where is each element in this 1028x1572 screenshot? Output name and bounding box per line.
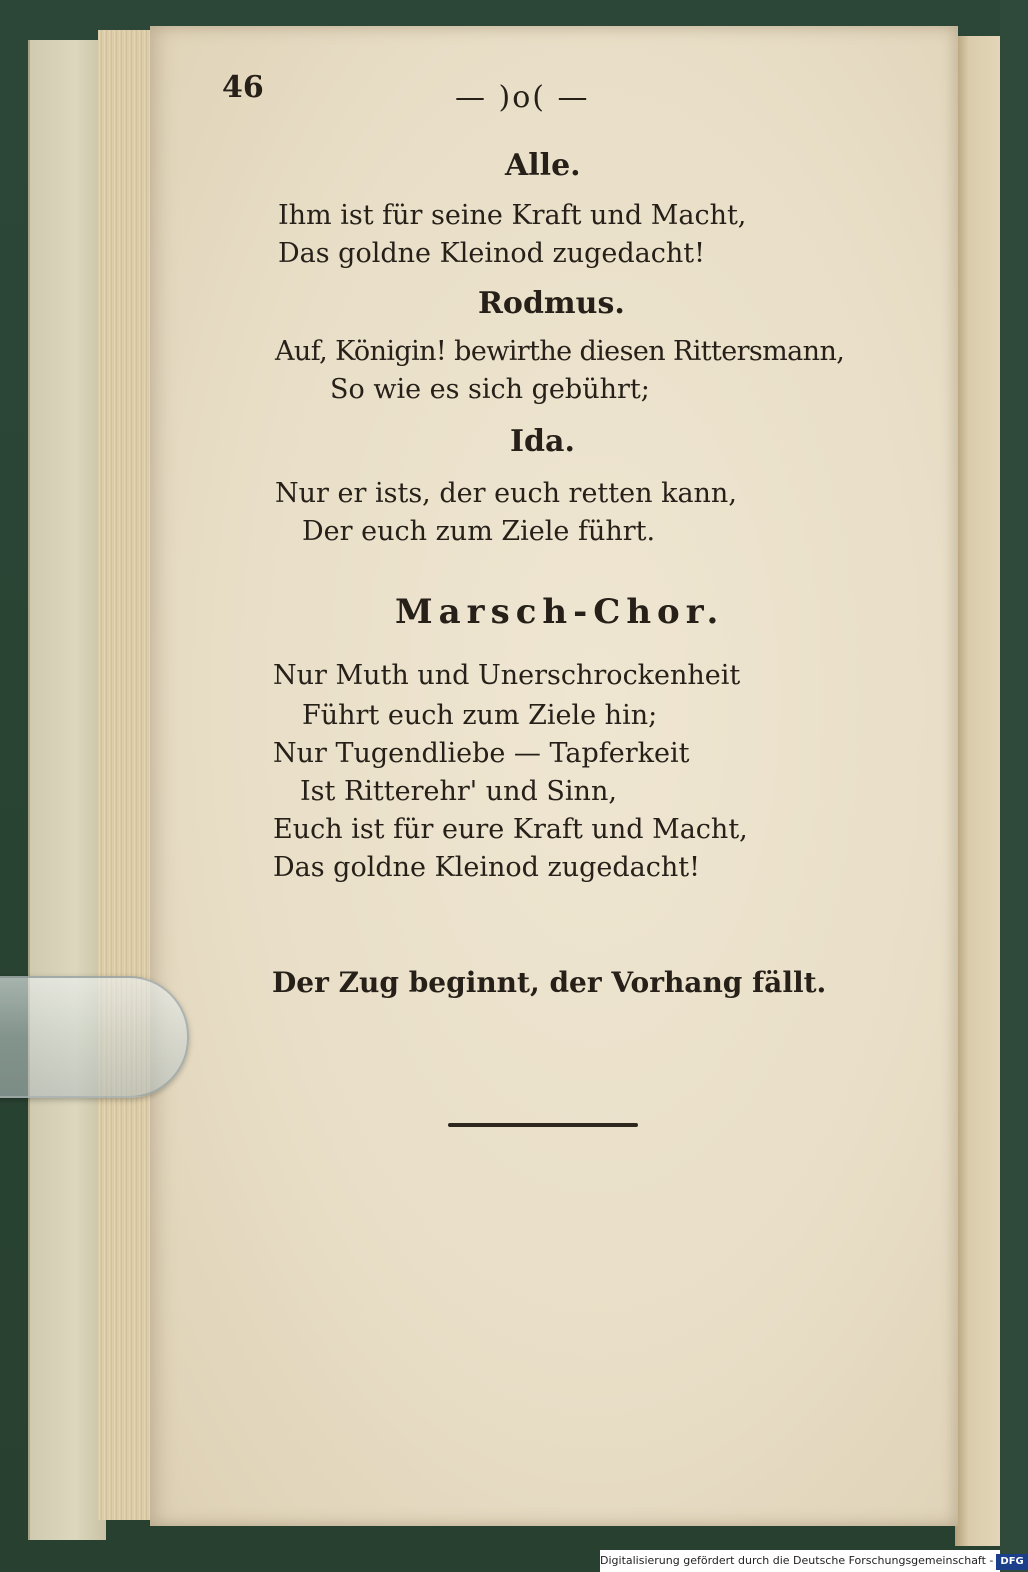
closing-rule: [448, 1123, 638, 1127]
right-page-edge: [955, 36, 1000, 1546]
speaker-alle: Alle.: [505, 148, 581, 183]
page-header-ornament: — )o( —: [455, 80, 590, 115]
verse-line: Das goldne Kleinod zugedacht!: [278, 238, 705, 269]
speaker-rodmus: Rodmus.: [478, 286, 625, 321]
page-number: 46: [222, 70, 264, 105]
chorus-line: Euch ist für eure Kraft und Macht,: [273, 814, 748, 845]
verse-line: Nur er ists, der euch retten kann,: [275, 478, 737, 509]
chorus-line: Das goldne Kleinod zugedacht!: [273, 852, 700, 883]
glass-page-weight: [0, 976, 189, 1098]
verse-line: So wie es sich gebührt;: [330, 374, 650, 405]
dfg-logo: DFG: [996, 1554, 1027, 1570]
chorus-title: Marsch-Chor.: [395, 592, 725, 632]
chorus-line: Ist Ritterehr' und Sinn,: [300, 776, 617, 807]
verse-line: Auf, Königin! bewirthe diesen Rittersmann,: [275, 336, 845, 367]
verse-line: Der euch zum Ziele führt.: [302, 516, 656, 547]
footer-text: Digitalisierung gefördert durch die Deutsche Forschungsgemeinschaft -: [600, 1554, 994, 1567]
book-cover-edge: [28, 40, 106, 1540]
chorus-line: Nur Tugendliebe — Tapferkeit: [273, 738, 690, 769]
stage-direction: Der Zug beginnt, der Vorhang fällt.: [272, 966, 827, 999]
speaker-ida: Ida.: [510, 424, 575, 459]
chorus-line: Führt euch zum Ziele hin;: [302, 700, 658, 731]
verse-line: Ihm ist für seine Kraft und Macht,: [278, 200, 747, 231]
digitization-footer: [600, 1550, 1024, 1572]
chorus-line: Nur Muth und Unerschrockenheit: [273, 660, 741, 691]
